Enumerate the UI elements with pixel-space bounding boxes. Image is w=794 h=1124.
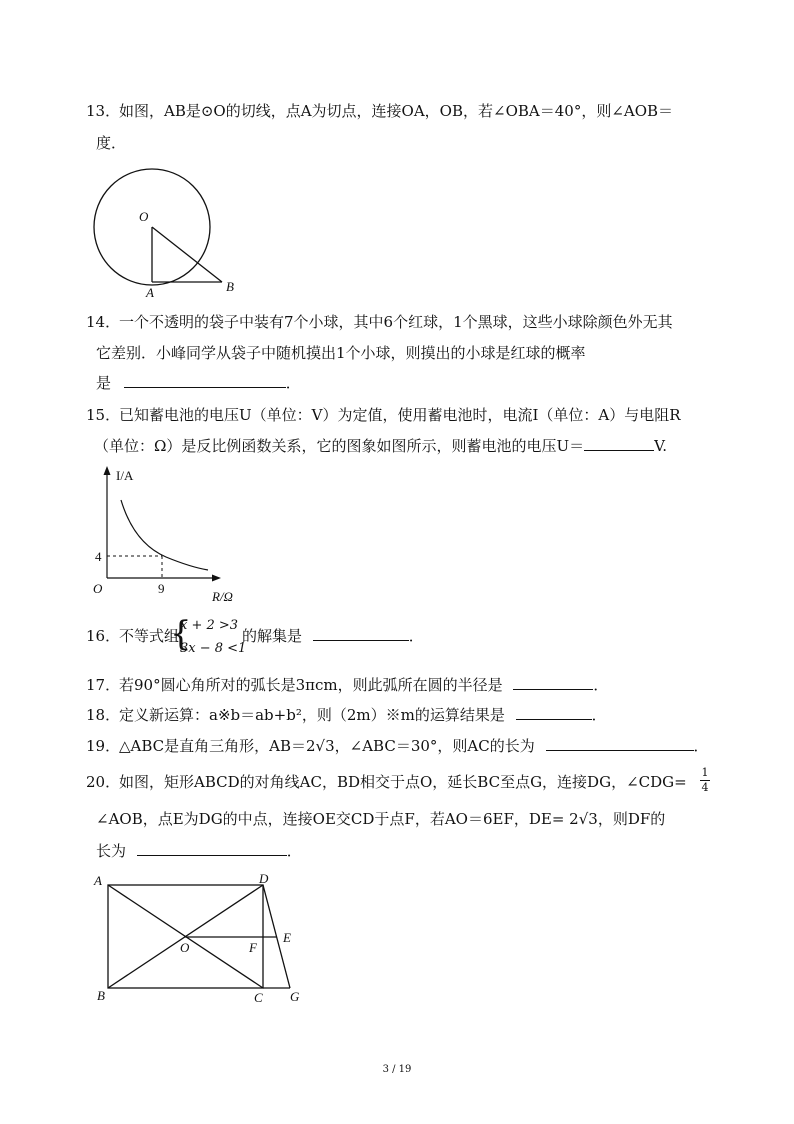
q15-x-tick-9: 9 — [158, 581, 165, 596]
q16-end: ． — [408, 627, 424, 645]
q15-line2-end: V. — [654, 437, 668, 455]
q15-line2-start: （单位：Ω）是反比例函数关系，它的图象如图所示，则蓄电池的电压U＝ — [94, 437, 585, 455]
q13-label-o: O — [139, 209, 149, 224]
q18-text-content: 定义新运算：a※b＝ab+b²，则（2m）※m的运算结果是 — [119, 706, 505, 724]
q20-fraction-numerator: 1 — [701, 766, 709, 779]
q18-end: ． — [591, 706, 607, 724]
q15-text-line1: 已知蓄电池的电压U（单位：V）为定值，使用蓄电池时，电流I（单位：A）与电阻R — [119, 406, 681, 424]
q20-label-d: D — [259, 871, 269, 886]
q20-label-f: F — [249, 940, 257, 955]
q15-y-tick-4: 4 — [95, 549, 102, 564]
q16-inequality-1: x + 2 >3 — [180, 618, 239, 633]
q13-text-line1: 如图，AB是⊙O的切线，点A为切点，连接OA，OB，若∠OBA＝40°，则∠AOB＝ — [119, 102, 674, 120]
q16-brace: { — [170, 614, 192, 654]
q20-label-g: G — [290, 989, 300, 1004]
q16-suffix-text: 的解集是 — [242, 627, 303, 645]
q15-x-axis-label: R/Ω — [212, 589, 233, 604]
q20-text-line2: ∠AOB，点E为DG的中点，连接OE交CD于点F，若AO＝6EF，DE= 2√3，则DF的 — [96, 810, 666, 828]
page-number: 3 / 19 — [382, 1064, 412, 1075]
q20-line3-end: ． — [286, 842, 302, 860]
q19-text-content: △ABC是直角三角形，AB＝2√3，∠ABC＝30°，则AC的长为 — [119, 737, 535, 755]
q18-number: 18． — [86, 706, 121, 724]
q20-line3-start: 长为 — [96, 842, 127, 860]
q19-end: ． — [693, 737, 709, 755]
q14-text-line1: 一个不透明的袋子中装有7个小球，其中6个红球，1个黑球，这些小球除颜色外无其 — [119, 313, 673, 331]
q16-number: 16． — [86, 627, 121, 645]
q20-label-b: B — [97, 988, 105, 1003]
q14-text-line2: 它差别．小峰同学从袋子中随机摸出1个小球，则摸出的小球是红球的概率 — [96, 344, 586, 362]
q13-text-line2: 度． — [96, 134, 127, 152]
q20-label-c: C — [254, 990, 263, 1005]
q17-number: 17． — [86, 676, 121, 694]
q20-fraction-denominator: 4 — [701, 781, 709, 794]
q17-text-content: 若90°圆心角所对的弧长是3πcm，则此弧所在圆的半径是 — [119, 676, 503, 694]
q19-number: 19． — [86, 737, 121, 755]
q13-number: 13． — [86, 102, 121, 120]
q20-label-a: A — [94, 873, 102, 888]
q14-number: 14． — [86, 313, 121, 331]
q14-line3-end: ． — [285, 374, 301, 392]
q16-inequality-2: 3x − 8 <1 — [180, 641, 247, 656]
q13-label-b: B — [226, 279, 234, 294]
q16-prefix: 不等式组 — [119, 627, 180, 645]
q15-origin-label: O — [93, 581, 103, 596]
q20-text-line1: 如图，矩形ABCD的对角线AC，BD相交于点O，延长BC至点G，连接DG，∠CDG= — [119, 773, 687, 791]
q20-label-o: O — [180, 940, 190, 955]
q17-end: ． — [593, 676, 609, 694]
q20-label-e: E — [283, 930, 291, 945]
q15-y-axis-label: I/A — [116, 468, 134, 483]
q13-label-a: A — [146, 285, 154, 300]
q20-number: 20． — [86, 773, 121, 791]
q14-line3-start: 是 — [96, 374, 112, 392]
q15-number: 15． — [86, 406, 121, 424]
